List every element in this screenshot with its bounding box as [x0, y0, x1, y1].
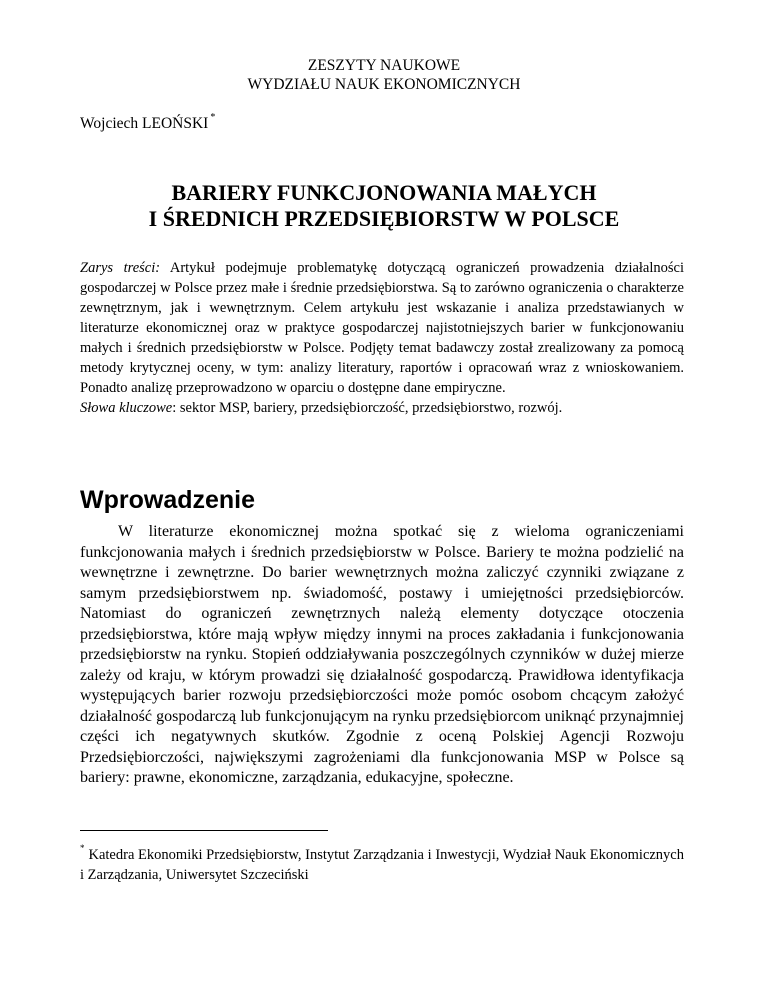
- journal-name-line2: WYDZIAŁU NAUK EKONOMICZNYCH: [247, 76, 521, 93]
- footnote-mark: *: [80, 843, 85, 853]
- keywords-text: : sektor MSP, bariery, przedsiębiorczość, przedsiębiorstwo, rozwój.: [172, 400, 563, 416]
- paper-title-line2: I ŚREDNICH PRZEDSIĘBIORSTW W POLSCE: [148, 206, 620, 231]
- intro-paragraph: W literaturze ekonomicznej można spotkać się z wieloma ograniczeniami funkcjonowania małych i średnich przedsiębiorstw w Polsce. Bariery te można podzielić na wewnętrzne i zewnętrzne. Do barier wewnętrznych można zaliczyć czynniki związane z samym przedsiębiorstwem np. świadomość, postawy i umiejętności przedsiębiorców. Natomiast do ograniczeń zewnętrznych należą elementy dotyczące otoczenia przedsiębiorstwa, które mają wpływ między innymi na proces zakładania i funkcjonowania przedsiębiorstw na rynku. Stopień oddziaływania poszczególnych czynników w dużej mierze zależy od kraju, w którym prowadzi się działalność gospodarczą. Prawidłowa identyfikacja występujących barier rozwoju przedsiębiorczości może pomóc osobom chcącym założyć działalność gospodarczą lub funkcjonującym na rynku przedsiębiorcom uniknąć przynajmniej części ich negatywnych skutków. Zgodnie z oceną Polskiej Agencji Rozwoju Przedsiębiorczości, największymi zagrożeniami dla funkcjonowania MSP w Polsce są bariery: prawne, ekonomiczne, zarządzania, edukacyjne, społeczne.: [80, 523, 684, 786]
- author-line: [80, 110, 215, 133]
- author-footnote-mark: *: [210, 112, 216, 123]
- keywords-label: Słowa kluczowe: [80, 400, 173, 416]
- journal-header: [0, 56, 768, 94]
- footnote-divider: [80, 830, 328, 831]
- section-heading: Wprowadzenie: [80, 486, 256, 514]
- paper-title-line1: BARIERY FUNKCJONOWANIA MAŁYCH: [171, 180, 597, 205]
- author-name: Wojciech LEOŃSKI: [80, 115, 209, 133]
- paper-title: [0, 180, 768, 232]
- abstract: [80, 258, 684, 418]
- journal-name-line1: ZESZYTY NAUKOWE: [307, 57, 461, 74]
- abstract-label: Zarys treści:: [80, 260, 161, 276]
- abstract-text: Artykuł podejmuje problematykę dotyczącą ograniczeń prowadzenia działalności gospodarczej w Polsce przez małe i średnie przedsiębiorstwa. Są to zarówno ograniczenia o charakterze zewnętrznym, jak i wewnętrznym. Celem artykułu jest wskazanie i analiza przedstawianych w literaturze ekonomicznej oraz w praktyce gospodarczej najistotniejszych barier w funkcjonowaniu małych i średnich przedsiębiorstw w Polsce. Podjęty temat badawczy został zrealizowany za pomocą metody krytycznej oceny, w tym: analizy literatury, raportów i opracowań wraz z wnioskowaniem. Ponadto analizę przeprowadzono w oparciu o dostępne dane empiryczne.: [80, 260, 685, 396]
- footnote: [80, 840, 684, 885]
- footnote-text: Katedra Ekonomiki Przedsiębiorstw, Instytut Zarządzania i Inwestycji, Wydział Nauk Ekonomicznych i Zarządzania, Uniwersytet Szczeciński: [80, 846, 684, 883]
